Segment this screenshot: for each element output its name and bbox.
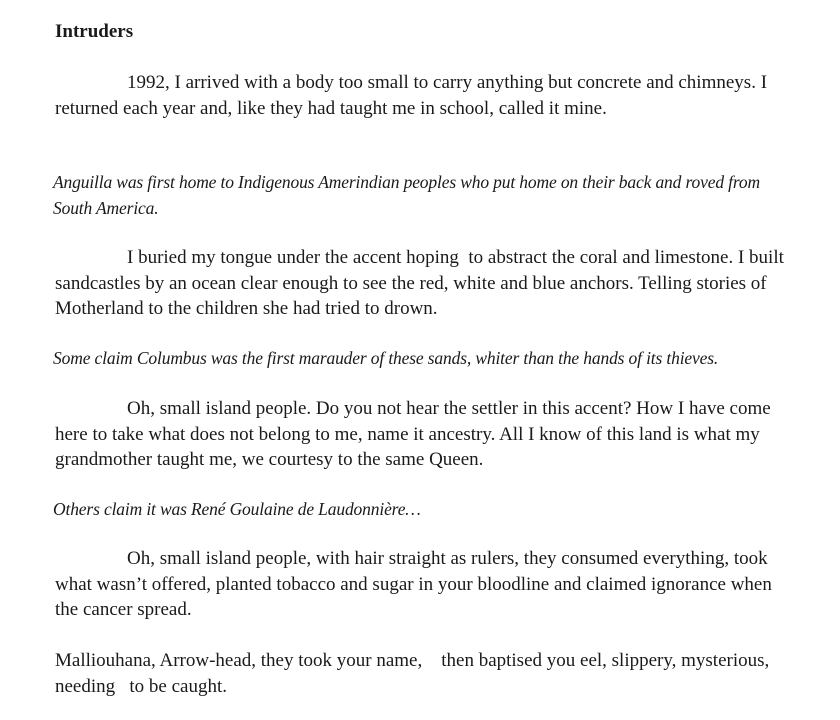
poem-paragraph-4: Oh, small island people, with hair straight as rulers, they consumed everything, took what wasn’t offered, planted tobacco and sugar in your bloodline and claimed ignorance when the cancer spread.: [55, 548, 777, 620]
poem-paragraph-1: 1992, I arrived with a body too small to carry anything but concrete and chimneys. I returned each year and, like they had taught me in school, called it mine.: [55, 72, 772, 119]
poem-paragraph-3: Oh, small island people. Do you not hear the settler in this accent? How I have come here to take what does not belong to me, name it ancestry. All I know of this land is what my grandmother taught me, we courtesy to the same Queen.: [55, 398, 776, 470]
poem-paragraph-5: Malliouhana, Arrow-head, they took your name, then baptised you eel, slippery, mysterious, needing to be caught.: [55, 650, 775, 697]
poem-title: Intruders: [55, 21, 134, 42]
italic-note-3: Others claim it was René Goulaine de Laudonnière…: [53, 499, 421, 519]
poem-paragraph-2: I buried my tongue under the accent hoping to abstract the coral and limestone. I built sandcastles by an ocean clear enough to see the red, white and blue anchors. Telling stories of Motherland to the children she had tried to drown.: [55, 247, 789, 319]
italic-note-2: Some claim Columbus was the first marauder of these sands, whiter than the hands of its thieves.: [53, 348, 719, 368]
italic-note-1: Anguilla was first home to Indigenous Amerindian peoples who put home on their back and roved from South America.: [53, 172, 765, 218]
